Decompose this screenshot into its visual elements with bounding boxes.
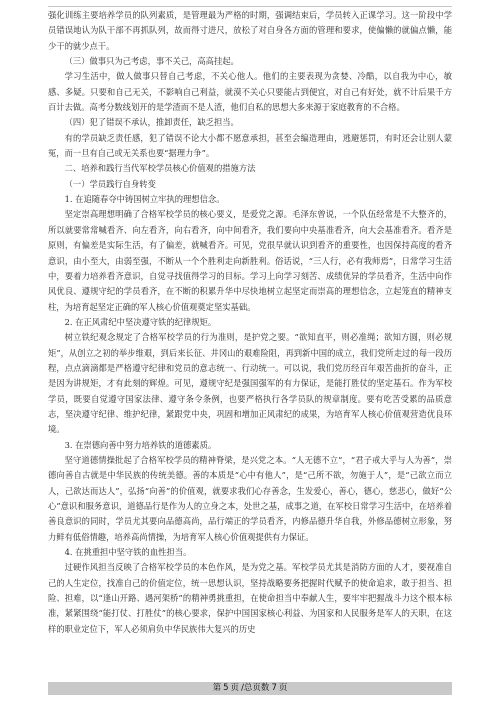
section-heading-1: （一）学员践行自身转变 [64, 178, 156, 189]
top-rule [48, 6, 452, 7]
page-footer [0, 682, 500, 698]
section-heading-4: （四）犯了错误不承认，推卸责任，缺乏担当。 [64, 117, 239, 128]
paragraph-7: 过硬作风担当反映了合格军校学员的本色作风，是为党之基。军校学员尤其是消防方面的人才，要视准自己的人生定位，找准自己的价值定位，统一思想认识，坚持战略要务把握时代赋予的使命追求，敢于担当、担险、担难，以“逢山开路、遇河架桥”的精神勇挑重担，在使命担当中奉献人生，要牢牢把握战斗力这个根本标准，紧紧围绕“能打仗、打胜仗”的核心要求，保护中国国家核心利益、为国家和人民服务是军人的天职，在这样的职业定位下，军人必须肩负中华民族伟大复兴的历史 [48, 562, 452, 634]
page-number [0, 682, 500, 695]
section-heading-3: （三）做事只为己考虑，事不关己，高高挂起。 [64, 56, 239, 67]
paragraph-5: 树立铁纪观念规定了合格军校学员的行为准则，是护党之要。“欲知直平，则必准绳；欲知方圆，则必规矩”，从创立之初的举步维艰，到后来长征、井冈山的艰难险阻，再到新中国的成立，我们党所走过的每一段历程，点点滴滴都是严格遵守纪律和党员的意志统一、行动统一。可以说，我们党历经百年艰苦曲折的奋斗，正是因为讲规矩，才有此刻的辉煌。可见，遵规守纪是强国强军的有力保证，是能打胜仗的坚定基石。作为军校学员，既要自觉遵守国家法律、遵守条令条例，也要严格执行各学员队的规章制度。要有吃苦受累的品质意志，坚决遵守纪律、维护纪律，紧跟党中央，巩固和增加正风肃纪的成果，为培育军人核心价值观营造优良环境。 [48, 332, 452, 435]
paragraph-1: 强化训练主要培养学员的队列素质，是管理最为严格的时期，强调结束后，学员转入正课学习。这一阶段中学员错误地认为队干部不再抓队列，故而得寸进尺，放松了对自身各方面的管理和要求，使偏懒的就偏点懒，能少干的就少点干。 [48, 10, 452, 51]
subheading-1: 1. 在追随春夺中铸国树立牢执的理想信念。 [64, 194, 225, 205]
page-suffix: 页 [230, 683, 240, 693]
chapter-heading-2: 二、培养和践行当代军校学员核心价值观的措施方法 [64, 163, 256, 174]
subheading-3: 3. 在崇德向善中努力培养铁的道德素质。 [64, 439, 217, 450]
total-suffix: 页 [278, 683, 288, 693]
paragraph-6: 坚守道德情操批起了合格军校学员的精神脊梁，是兴党之本。“人无德不立”，“君子戒大乎与人为善”，崇德向善自古就是中华民族的传统美德。善的本质是“心中有他人”，是“己所不欲，勿施于人”，是“己欲立而立人，己欲达而达人”，弘扬“向善”的价值观，就要求我们心存善念，生发爱心，善心，德心，慈悲心，做好“公心”意识和服务意识，道德品行是作为人的立身之本，处世之基，成事之道，在军校日常学习生活中，在培养着善良意识的同时，学员尤其要向品德高尚，品行端正的学员看齐，内修品德升华自我，外修品德树立形象，努力鲜有低俗情趣，培养高尚情操，为培育军人核心价值观提供有力保证。 [48, 454, 452, 542]
total-pages: 7 [271, 683, 277, 693]
page-label: 第 [212, 683, 222, 693]
total-label: /总页数 [241, 683, 270, 693]
subheading-4: 4. 在挑重担中坚守铁的血性担当。 [64, 547, 192, 558]
subheading-2: 2. 在正风肃纪中坚决遵守铁的纪律规矩。 [64, 316, 217, 327]
paragraph-2: 学习生活中，做人做事只替自己考虑，不关心他人。他们的主要表现为贪婪、冷酷，以自我为中心，敏感、多疑。只要和自己无关，不影响自己利益，就漠不关心只要能占到便宜，对自己有好处，就不计后果千方百计去做。高考分数线划开的是学渣而不是人渣，他们自私的思想大多来源于家庭教育的不合格。 [48, 71, 452, 113]
paragraph-4: 坚定崇高理想明确了合格军校学员的核心要义，是爱党之源。毛泽东曾说，一个队伍经常是不大整齐的，所以就要常常喊看齐、向左看齐，向右看齐，向中间看齐，我们要向中央基准看齐，向大会基准看齐。看齐是原则，有偏差是实际生活，有了偏差，就喊看齐。可见，党很早就认识到看齐的重要性，也因保持高度的看齐意识，由小至大，由弱至强，不断从一个个胜利走向新胜利。俗话说，“三人行，必有我师焉”，日常学习生活中，要着力培养看齐意识，自觉寻找值得学习的目标。学习上向学习刻苦、成绩优异的学员看齐，生活中向作风优良、遵规守纪的学员看齐，在不断的积累升华中尽快地树立起坚定而崇高的理想信念，立起笼直的精神支柱，为培育起坚定正确的军人核心价值观奠定坚实基础。 [48, 209, 452, 312]
current-page: 5 [223, 683, 229, 693]
document-body [48, 8, 452, 637]
paragraph-3: 有的学员缺乏责任感，犯了错误不论大小都不愿意承担，甚至会编造理由，逃避惩罚，有时还会让别人蒙冤，而一旦有自己或无关系也要“据理力争”。 [48, 132, 452, 159]
